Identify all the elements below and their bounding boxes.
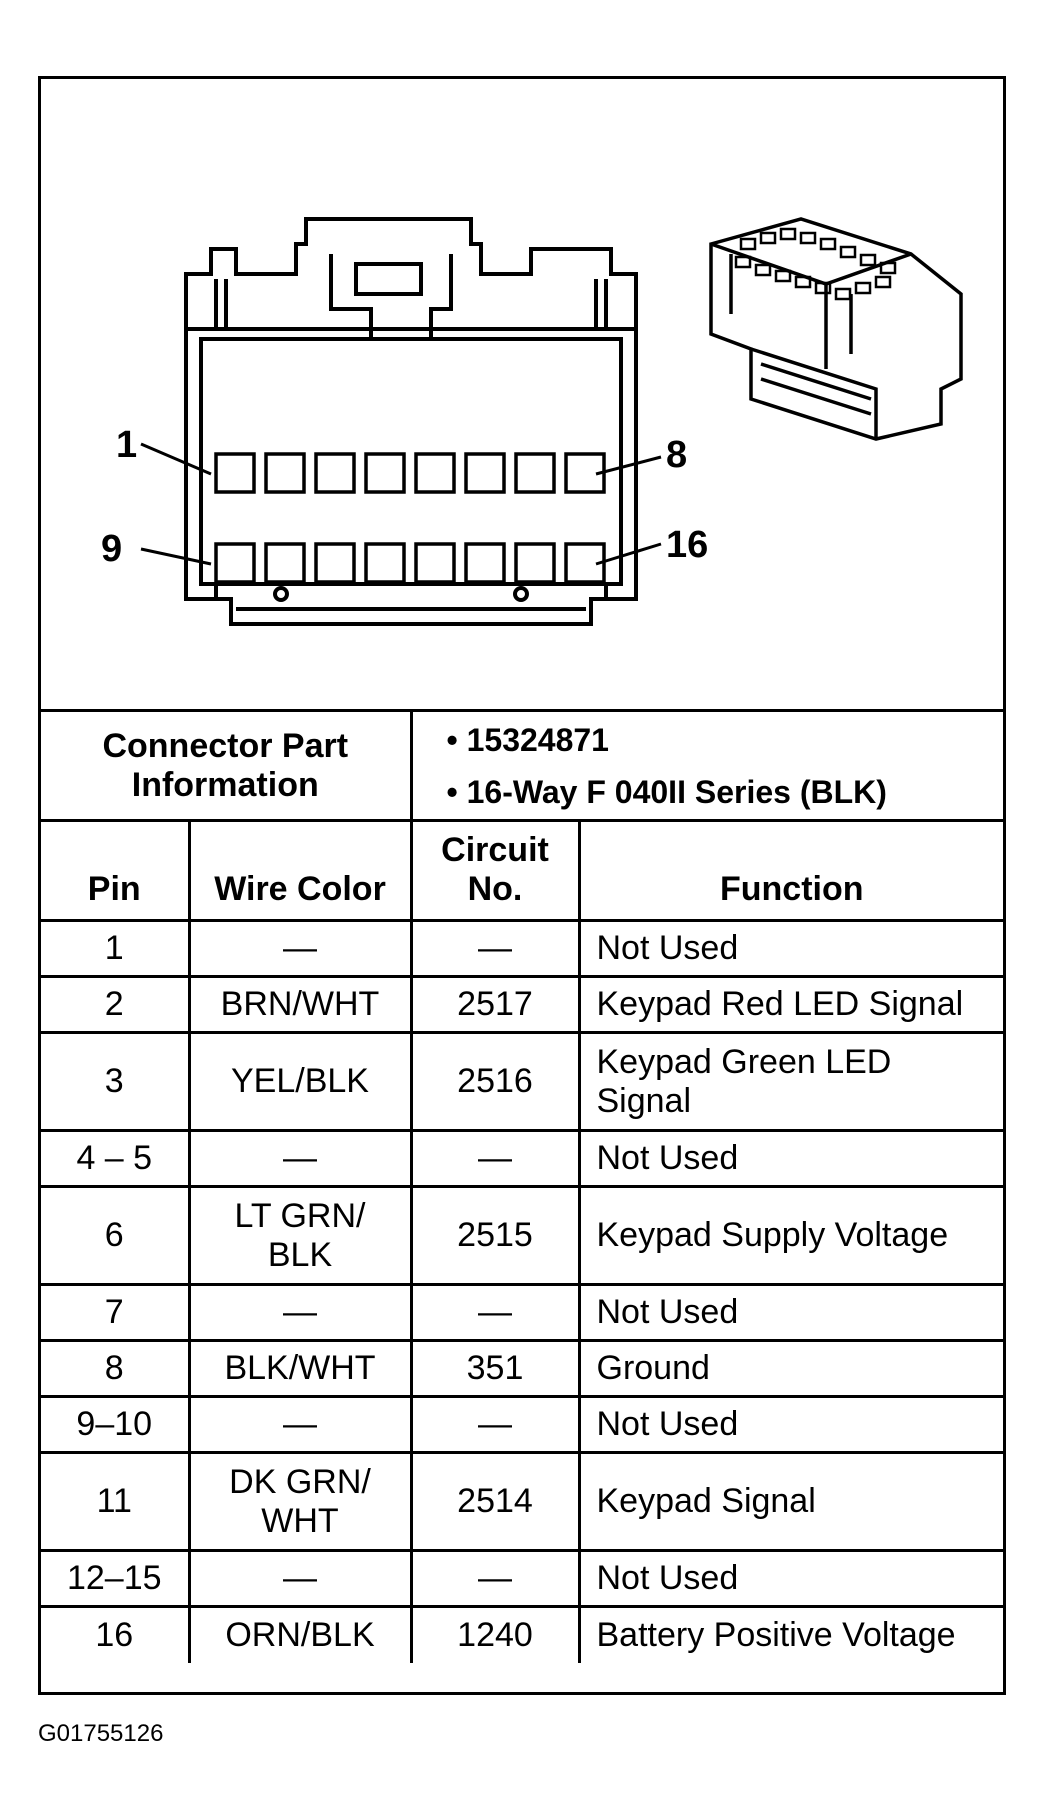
- function-cell: Not Used: [579, 1285, 1003, 1341]
- function-cell: Keypad Supply Voltage: [579, 1187, 1003, 1285]
- wire-color-cell: LT GRN/ BLK: [189, 1187, 411, 1285]
- pin-cavity: [516, 544, 554, 582]
- pin-cavity: [266, 544, 304, 582]
- function-cell: Keypad Green LED Signal: [579, 1033, 1003, 1131]
- col-header-circuit: Circuit No.: [411, 821, 579, 921]
- figure-id: G01755126: [38, 1720, 164, 1747]
- wire-color-cell: —: [189, 921, 411, 977]
- wire-color-cell: DK GRN/ WHT: [189, 1453, 411, 1551]
- pin-cavity: [466, 454, 504, 492]
- circuit-cell: —: [411, 1131, 579, 1187]
- connector-pinout-table: [41, 709, 1003, 1663]
- pin-cavities: [216, 454, 604, 582]
- wire-color-cell: BRN/WHT: [189, 977, 411, 1033]
- part-number: 15324871: [466, 721, 609, 758]
- wire-color-cell: BLK/WHT: [189, 1341, 411, 1397]
- wire-color-cell: —: [189, 1397, 411, 1453]
- col-header-pin: Pin: [41, 821, 189, 921]
- col-header-function: Function: [579, 821, 1003, 921]
- pin-cell: 6: [41, 1187, 189, 1285]
- wire-color-cell: YEL/BLK: [189, 1033, 411, 1131]
- connector-isometric-view: [711, 219, 961, 439]
- pin-cavity: [416, 454, 454, 492]
- function-cell: Battery Positive Voltage: [579, 1607, 1003, 1663]
- circuit-cell: 1240: [411, 1607, 579, 1663]
- connector-part-info-values: • 15324871 • 16-Way F 040II Series (BLK): [411, 711, 1003, 821]
- connector-diagram: [41, 79, 1003, 709]
- pin-cavity: [466, 544, 504, 582]
- pin-cell: 2: [41, 977, 189, 1033]
- circuit-cell: —: [411, 1551, 579, 1607]
- circuit-cell: 2516: [411, 1033, 579, 1131]
- pin-cell: 9–10: [41, 1397, 189, 1453]
- pin-cavity: [216, 454, 254, 492]
- table-row: [41, 1187, 1003, 1285]
- table-row: [41, 1033, 1003, 1131]
- table-row: [41, 1453, 1003, 1551]
- pin-cavity: [266, 454, 304, 492]
- table-row: [41, 1397, 1003, 1453]
- pin-label-16: 16: [666, 524, 709, 566]
- circuit-cell: —: [411, 1397, 579, 1453]
- table-row: [41, 1551, 1003, 1607]
- pinout-rows: [41, 921, 1003, 1663]
- pin-label-1: 1: [116, 424, 138, 466]
- pin-cavity: [316, 544, 354, 582]
- function-cell: Not Used: [579, 921, 1003, 977]
- pin-label-8: 8: [666, 434, 688, 476]
- pin-cell: 8: [41, 1341, 189, 1397]
- table-row: [41, 921, 1003, 977]
- function-cell: Not Used: [579, 1551, 1003, 1607]
- table-row: [41, 977, 1003, 1033]
- wire-color-cell: —: [189, 1551, 411, 1607]
- wire-color-cell: ORN/BLK: [189, 1607, 411, 1663]
- circuit-cell: —: [411, 1285, 579, 1341]
- connector-part-info-label: Connector Part Information: [41, 711, 411, 821]
- pin-cavity: [516, 454, 554, 492]
- col-header-wire-color: Wire Color: [189, 821, 411, 921]
- circuit-cell: 2517: [411, 977, 579, 1033]
- table-row: [41, 1607, 1003, 1663]
- pin-cell: 16: [41, 1607, 189, 1663]
- table-row: [41, 1285, 1003, 1341]
- pin-cell: 4 – 5: [41, 1131, 189, 1187]
- connector-face-drawing: [41, 79, 1003, 709]
- pin-cell: 12–15: [41, 1551, 189, 1607]
- function-cell: Ground: [579, 1341, 1003, 1397]
- circuit-cell: 351: [411, 1341, 579, 1397]
- wire-color-cell: —: [189, 1285, 411, 1341]
- function-cell: Keypad Signal: [579, 1453, 1003, 1551]
- pin-cavity: [416, 544, 454, 582]
- connector-frame: [38, 76, 1006, 1695]
- pin-cavity: [366, 544, 404, 582]
- pin-cavity: [366, 454, 404, 492]
- function-cell: Keypad Red LED Signal: [579, 977, 1003, 1033]
- pin-cell: 7: [41, 1285, 189, 1341]
- pin-cell: 11: [41, 1453, 189, 1551]
- table-row: [41, 1341, 1003, 1397]
- circuit-cell: —: [411, 921, 579, 977]
- pin-label-9: 9: [101, 528, 123, 570]
- function-cell: Not Used: [579, 1131, 1003, 1187]
- connector-description: 16-Way F 040II Series (BLK): [466, 773, 887, 810]
- circuit-cell: 2515: [411, 1187, 579, 1285]
- function-cell: Not Used: [579, 1397, 1003, 1453]
- circuit-cell: 2514: [411, 1453, 579, 1551]
- wire-color-cell: —: [189, 1131, 411, 1187]
- pin-cell: 3: [41, 1033, 189, 1131]
- table-row: [41, 1131, 1003, 1187]
- pin-cavity: [316, 454, 354, 492]
- pin-cavity: [216, 544, 254, 582]
- pin-cell: 1: [41, 921, 189, 977]
